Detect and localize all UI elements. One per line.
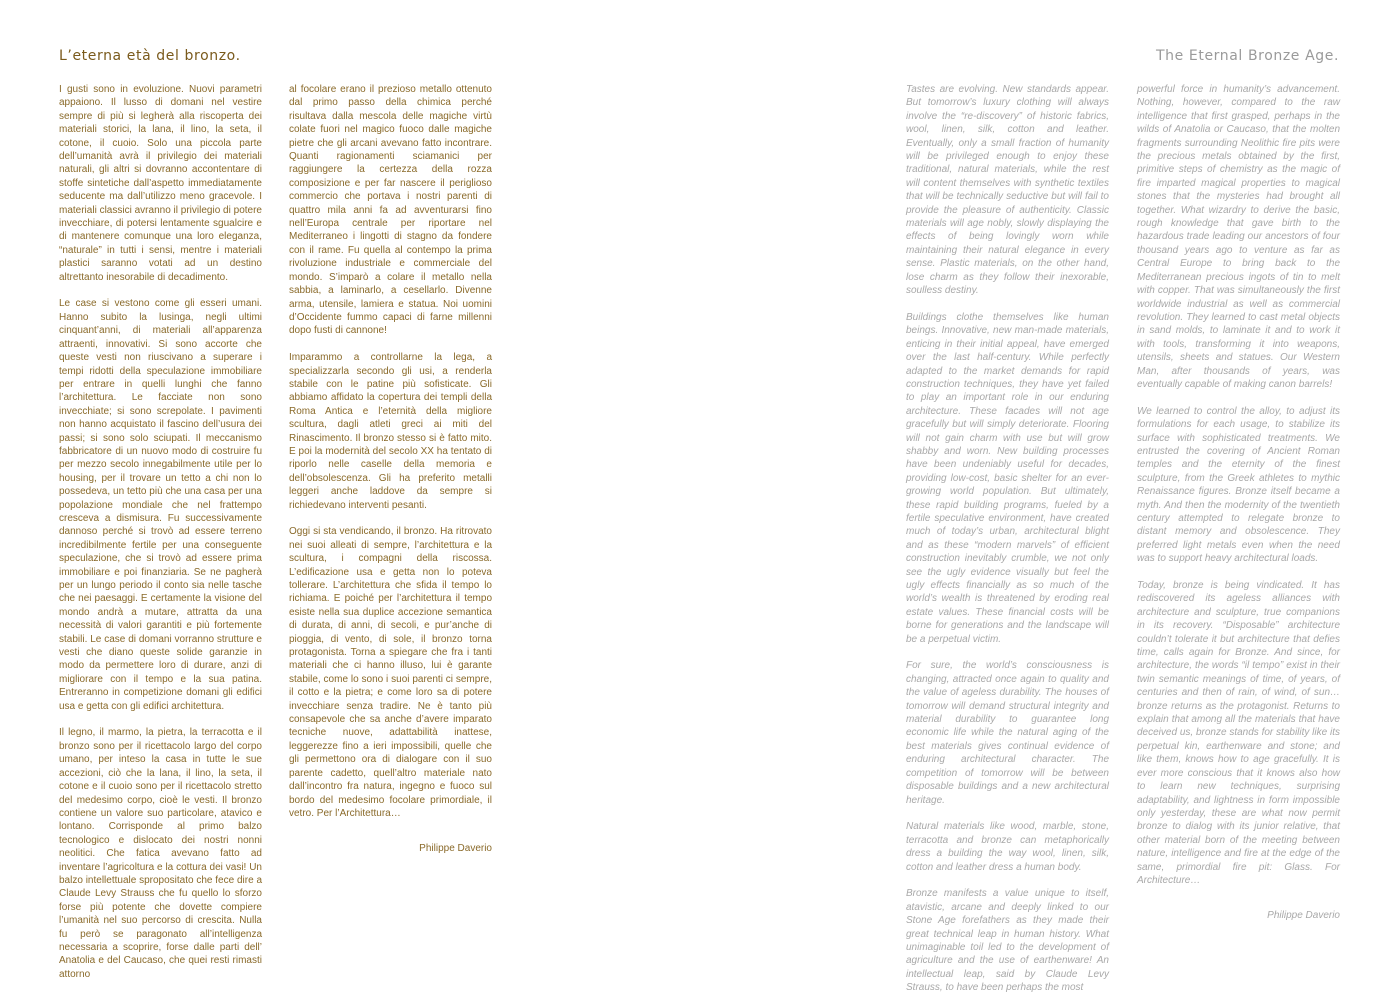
paragraph: I gusti sono in evoluzione. Nuovi parametri appaiono. Il lusso di domani nel vestire sempre di più si legherà alla riscoperta dei materiali storici, la lana, il lino, la seta, il cotone, il cuoio. Solo una piccola parte dell’umanità avrà il privilegio dei materiali naturali, gli altri si dovranno accontentare di stoffe sintetiche dall’aspetto immediatamente seducente ma dall’utilizzo meno gracevole. I materiali classici avranno il privilegio di potere invecchiare, di potersi lentamente sgualcire e di mantenere comunque una loro eleganza, “naturale” in tutti i sensi, mentre i materiali plastici saranno votati ad un destino altrettanto inesorabile di decadimento. (59, 84, 262, 283)
author-signature: Philippe Daverio (419, 843, 492, 855)
italian-column-1 (59, 83, 262, 995)
paragraph: Oggi si sta vendicando, il bronzo. Ha ritrovato nei suoi alleati di sempre, l’architettura e la scultura, i compagni della riscossa. L’edificazione usa e getta non lo poteva tollerare. L’architettura che sfida il tempo lo richiama. E poiché per l’architettura il tempo esiste nella sua duplice accezione semantica di durata, di anni, di secoli, e pur’anche di pioggia, di vento, di sole, il bronzo torna protagonista. Torna a spiegare che fra i tanti materiali che ci hanno illuso, lui è garante stabile, come lo sono i suoi parenti ci sempre, il cotto e la pietra; e come loro sa di potere invecchiare senza tradire. Ne è tanto più consapevole che sa anche d’avere imparato tecniche nuove, adattabilità inattese, leggerezze fino a ieri impossibili, quelle che gli permettono ora di dialogare con il suo parente cadetto, quell’altro materiale nato dall’incontro fra natura, ingegno e fuoco sul bordo del medesimo focolare primordiale, il vetro. Per l’Architettura… (289, 526, 492, 819)
paragraph: Imparammo a controllarne la lega, a specializzarla secondo gli usi, a renderla stabile con le patine più sofisticate. Gli abbiamo affidato la copertura dei templi della Roma Antica e l’eternità della migliore scultura, dagli atleti greci ai miti del Rinascimento. Il bronzo stesso si è fatto mito. E poi la modernità del secolo XX ha tentato di riporlo nelle caselle della memoria e dell’obsolescenza. Gli ha preferito metalli leggeri anche laddove da sempre si richiedevano interventi pesanti. (289, 352, 492, 511)
paragraph: We learned to control the alloy, to adjust its formulations for each usage, to stabilize its surface with sophisticated treatments. We entrusted the covering of Ancient Roman temples and the eternity of the finest sculpture, from the Greek athletes to mythic Renaissance figures. Bronze itself became a myth. And then the modernity of the twentieth century attempted to relegate bronze to distant memory and obsolescence. They preferred light metals even when the need was to support heavy architectural loads. (1137, 405, 1340, 565)
paragraph: Today, bronze is being vindicated. It has rediscovered its ageless alliances with architecture and sculpture, true companions in its recovery. “Disposable” architecture couldn’t tolerate it but architecture that defies time, calls again for Bronze. And since, for architecture, the words “il tempo” exist in their twin semantic meanings of time, of years, of centuries and then of rain, of wind, of sun… bronze returns as the protagonist. Returns to explain that among all the materials that have deceived us, bronze stands for stability like its perpetual kin, earthenware and stone; and like them, knows how to age gracefully. It is ever more conscious that it knows also how to learn new techniques, surprising adaptability, and lightness in form impossible only yesterday, these are what now permit bronze to dialog with its junior relative, that other material born of the meeting between nature, intelligence and fire at the edge of the same, primordial fire pit: Glass. For Architecture… (1137, 580, 1340, 886)
paragraph: For sure, the world’s consciousness is changing, attracted once again to quality and the value of ageless durability. The houses of tomorrow will demand structural integrity and material durability to guarantee long economic life while the natural aging of the best materials gives continual evidence of enduring architectural character. The competition of tomorrow will be between disposable buildings and a new architectural heritage. (906, 660, 1109, 806)
english-column-1 (906, 83, 1109, 1008)
paragraph: Bronze manifests a value unique to itself, atavistic, arcane and deeply linked to our Stone Age forefathers as they made their great technical leap in human history. What unimaginable toil led to the development of agriculture and the use of earthenware! An intellectual leap, said by Claude Levy Strauss, to have been perhaps the most (906, 888, 1109, 994)
paragraph: Le case si vestono come gli esseri umani. Hanno subito la lusinga, negli ultimi cinquant’anni, di materiali all’apparenza attraenti, innovativi. Si sono accorte che queste vesti non riuscivano a superare i tempi ridotti della speculazione immobiliare per entrare in quelli lunghi che fanno l’architettura. Le facciate non sono invecchiate; si sono screpolate. I pavimenti non hanno acquistato il fascino dell’usura dei passi; si sono solo sciupati. Il meccanismo fabbricatore di un nuovo modo di costruire fu per mezzo secolo innegabilmente utile per lo housing, per il trovare un tetto a chi non lo possedeva, un tetto più che una casa per una popolazione mondiale che nel frattempo cresceva a dismisura. Fu successivamente dannoso perché si trovò ad essere terreno incredibilmente fertile per una conseguente speculazione, che si trovò ad essere prima immobiliare e poi finanziaria. Se ne pagherà per un lungo periodo il conto sia nelle tasche che nei paesaggi. E certamente la visione del mondo andrà a mutare, attratta da una necessità di valori garantiti e più fortemente stabili. Le case di domani vorranno strutture e vesti che diano queste solide garanzie in modo da permettere loro di durare, anzi di migliorare con il tempo e la sua patina. Entreranno in competizione domani gli edifici usa e getta con gli edifici architettura. (59, 298, 262, 712)
paragraph: powerful force in humanity’s advancement. Nothing, however, compared to the raw intelligence that first grasped, perhaps in the wilds of Anatolia or Caucaso, that the molten fragments surrounding Neolithic fire pits were the precious metals obtained by the first, primitive steps of chemistry as the magic of fire imparted magical properties to magical stones that the mysteries had brought all together. What wizardry to derive the basic, rough knowledge that gave birth to the hazardous trade leading our ancestors of four thousand years ago to venture as far as Central Europe to bring back to the Mediterranean precious ingots of tin to melt with copper. That was simultaneously the first worldwide industrial as well as commercial revolution. They learned to cast metal objects in sand molds, to laminate it and to work it with tools, transforming it into weapons, utensils, sheets and statues. Our Western Man, after thousands of years, was eventually capable of making canon barrels! (1137, 84, 1340, 390)
english-column-2 (1137, 83, 1340, 936)
author-signature: Philippe Daverio (1267, 910, 1340, 922)
paragraph: Natural materials like wood, marble, stone, terracotta and bronze can metaphorically dress a building the way wool, linen, silk, cotton and leather dress a human body. (906, 821, 1109, 873)
paragraph: Tastes are evolving. New standards appear. But tomorrow’s luxury clothing will always involve the “re-discovery” of historic fabrics, wool, linen, silk, cotton and leather. Eventually, only a small fraction of humanity will be privileged enough to enjoy these traditional, natural materials, while the rest will content themselves with synthetic textiles that will be technically seductive but will fail to provide the pleasure of authenticity. Classic materials will age nobly, slowly displaying the effects of being lovingly worn while maintaining their natural elegance in every sense. Plastic materials, on the other hand, lose charm as they follow their inexorable, soulless destiny. (906, 84, 1109, 297)
paragraph: Buildings clothe themselves like human beings. Innovative, new man-made materials, enticing in their initial appeal, have emerged over the last half-century. While perfectly adapted to the market demands for rapid construction techniques, they have yet failed to play an important role in our enduring architecture. These facades will not age gracefully but will simply deteriorate. Flooring will not gain charm with use but will grow shabby and worn. New building processes have been undeniably useful for decades, providing low-cost, basic shelter for an ever-growing world population. But ultimately, these rapid building programs, fueled by a fertile speculative environment, have created much of today’s urban, architectural blight and as these “modern marvels” of efficient construction inevitably crumble, we not only see the ugly evidence visually but feel the ugly effects financially as so much of the world’s wealth is threatened by eroding real estate values. These financial costs will be borne for generations and the landscape will be a perpetual victim. (906, 311, 1109, 645)
paragraph: al focolare erano il prezioso metallo ottenuto dal primo passo della chimica perché risultava dalla mescola delle magiche virtù colate fuori nel magico fuoco dalle magiche pietre che gli arcani avevano fatto incontrare. Quanti ragionamenti sciamanici per raggiungere la certezza della rozza composizione e per far nascere il periglioso commercio che portava i nostri parenti di quattro mila anni fa ad avventurarsi fino nell’Europa centrale per riportare nel Mediterraneo i lingotti di stagno da fondere con il rame. Fu quella al contempo la prima rivoluzione industriale e commerciale del mondo. S’imparò a colare il metallo nella sabbia, a laminarlo, a cesellarlo. Divenne arma, utensile, lamiera e statua. Noi uomini d’Occidente fummo capaci di farne millenni dopo fusti di cannone! (289, 84, 492, 337)
italian-title: L’eterna età del bronzo. (59, 48, 241, 64)
italian-column-2 (289, 83, 492, 869)
english-title: The Eternal Bronze Age. (1156, 48, 1339, 64)
paragraph: Il legno, il marmo, la pietra, la terracotta e il bronzo sono per il ricettacolo largo del corpo umano, per inteso la casa in tutte le sue accezioni, ciò che la lana, il lino, la seta, il cotone e il cuoio sono per il ricettacolo stretto del medesimo corpo, cioè le vesti. Il bronzo contiene un valore suo particolare, atavico e lontano. Corrisponde al primo balzo tecnologico e dislocato dei nostri nonni neolitici. Che fatica avevano fatto ad inventare l’agricoltura e la cottura dei vasi! Un balzo intellettuale spropositato che fece dire a Claude Levy Strauss che fu quello lo sforzo forse più potente che dovette compiere l’umanità nel suo percorso di crescita. Nulla fu però se paragonato all’intelligenza necessaria a scoprire, forse dalle parti dell’ Anatolia e del Caucaso, che quei resti rimasti attorno (59, 727, 262, 980)
